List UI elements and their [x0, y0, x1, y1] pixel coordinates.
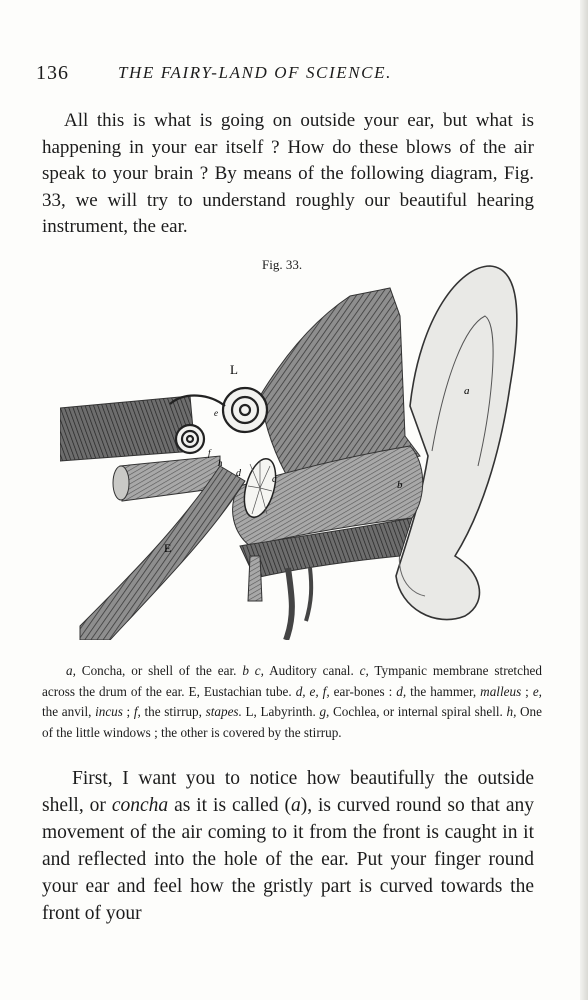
figure-caption: a, Concha, or shell of the ear. b c, Auditory canal. c, Tympanic membrane stretched across the drum of the ear. E, Eustachian tube. d, e, f, ear-bones : d, the hammer, malleus ; e, the anvil, incus ; f, the stirrup, stapes. L, Labyrinth. g, Cochlea, or internal spiral shell. h, One of the little windows ; the other is covered by the stirrup. — [42, 663, 542, 740]
caption-part: a, — [66, 663, 76, 678]
paragraph-intro: All this is what is going on outside your ear, but what is happening in your ear itself ? How do these blows of the air speak to your brain ? By means of the following diagram, Fig. 33, we will try to understand roughly our beautiful hearing instrument, the ear. — [42, 110, 534, 237]
page-edge — [580, 0, 588, 1000]
label-c: c — [272, 474, 277, 485]
label-a: a — [464, 385, 470, 397]
label-d: d — [236, 468, 241, 479]
running-title: THE FAIRY-LAND OF SCIENCE. — [118, 63, 392, 82]
label-b: b — [397, 479, 403, 491]
figure-title: Fig. 33. — [262, 257, 303, 272]
label-L: L — [230, 362, 238, 377]
label-E: E — [164, 541, 172, 555]
page-number: 136 — [36, 62, 69, 84]
label-h: h — [218, 458, 223, 468]
label-f: f — [208, 448, 211, 458]
paragraph-concha: First, I want you to notice how beautifully the outside shell, or concha as it is called (a), is curved round so that any movement of the air coming to it from the front is caught in it and reflected into the hole of the ear. Put your finger round your ear and feel how the gristly part is curved towards the front of your — [42, 768, 534, 924]
concha-shape — [396, 266, 517, 620]
label-e: e — [214, 408, 218, 418]
ear-diagram — [60, 256, 528, 640]
page-header — [36, 62, 556, 88]
